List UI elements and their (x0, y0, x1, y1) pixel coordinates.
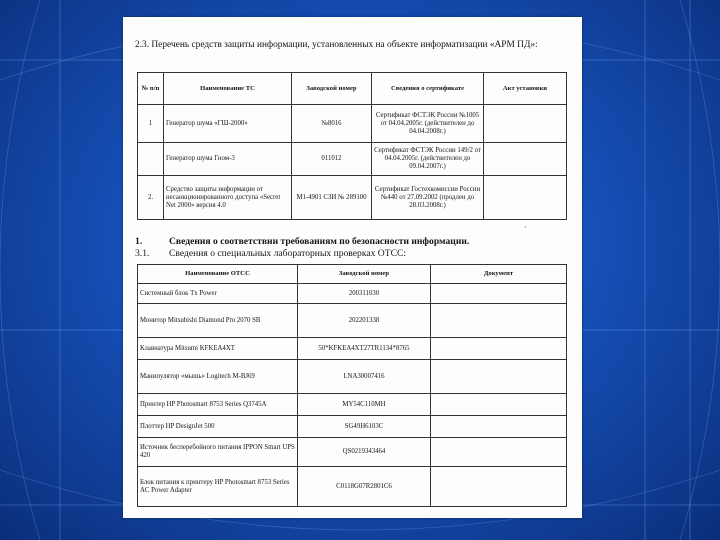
otss-doc (431, 416, 567, 438)
otss-name: Источник бесперебойного питания IPPON Smart UPS 420 (138, 438, 298, 467)
row-act (484, 105, 567, 143)
otss-serial: QS0219343464 (298, 438, 431, 467)
table-header-row (138, 265, 567, 284)
row-serial: №8016 (292, 105, 372, 143)
stray-mark: · (524, 223, 527, 232)
table-row (138, 338, 567, 360)
otss-name: Монитор Mitsubishi Diamond Pro 2070 SB (138, 304, 298, 338)
table-row (138, 176, 567, 220)
table-row (138, 360, 567, 394)
otss-name: Принтер HP Photosmart 8753 Series Q3745A (138, 394, 298, 416)
row-cert: Сертификат Гостехкомиссии России №440 от 27.09.2002 (продлен до 28.03.2008г.) (372, 176, 484, 220)
row-num: 2. (138, 176, 164, 220)
row-cert: Сертификат ФСТЭК России №1005 от 04.04.2005г. (действителен до 04.04.2008г.) (372, 105, 484, 143)
table-row (138, 143, 567, 176)
table-row (138, 438, 567, 467)
otss-name: Манипулятор «мышь» Logitech M-BJ69 (138, 360, 298, 394)
otss-serial: LNA30007416 (298, 360, 431, 394)
row-name: Генератор шума Гном-3 (164, 143, 292, 176)
section-2-title (135, 236, 575, 259)
header-serial: Заводской номер (292, 73, 372, 105)
otss-doc (431, 284, 567, 304)
row-act (484, 176, 567, 220)
header-num: № п/п (138, 73, 164, 105)
header-otss-name: Наименование ОТСС (138, 265, 298, 284)
row-serial: М1-4901 СЗИ № 289100 (292, 176, 372, 220)
header-otss-serial: Заводской номер (298, 265, 431, 284)
table-row (138, 394, 567, 416)
otss-doc (431, 338, 567, 360)
otss-doc (431, 360, 567, 394)
otss-name: Блок питания к принтеру HP Photosmart 8753 Series AC Power Adapter (138, 467, 298, 507)
row-cert: Сертификат ФСТЭК России 149/2 от 04.04.2005г. (действителен до 09.04.2007г.) (372, 143, 484, 176)
otss-doc (431, 394, 567, 416)
table-row (138, 467, 567, 507)
table-row (138, 304, 567, 338)
section-2-line1-num: 1. (135, 236, 143, 247)
otss-serial: C0118G07R2801C6 (298, 467, 431, 507)
header-act: Акт установки (484, 73, 567, 105)
otss-serial: SG49H6103C (298, 416, 431, 438)
table-row (138, 105, 567, 143)
otss-serial: 50*KFKEA4XT27TR1134*8765 (298, 338, 431, 360)
otss-doc (431, 438, 567, 467)
section-2-line2-num: 3.1. (135, 247, 150, 259)
otss-name: Клавиатура Mitsumi KFKEA4XT (138, 338, 298, 360)
table-header-row (138, 73, 567, 105)
section-2-line2-text: Сведения о специальных лабораторных проверках ОТСС: (169, 247, 407, 259)
header-name: Наименование ТС (164, 73, 292, 105)
document-page (123, 17, 582, 518)
otss-doc (431, 304, 567, 338)
header-cert: Сведения о сертификате (372, 73, 484, 105)
protection-tools-table (137, 72, 567, 220)
otss-name: Плоттер HP DesignJet 500 (138, 416, 298, 438)
otss-serial: 200311030 (298, 284, 431, 304)
otss-serial: 202201338 (298, 304, 431, 338)
row-act (484, 143, 567, 176)
otss-doc (431, 467, 567, 507)
row-serial: 011012 (292, 143, 372, 176)
section-2-line1-text: Сведения о соответствии требованиям по безопасности информации. (169, 236, 470, 247)
row-name: Генератор шума «ГШ-2000» (164, 105, 292, 143)
table-row (138, 416, 567, 438)
otss-checks-table (137, 264, 567, 507)
header-otss-doc: Документ (431, 265, 567, 284)
row-num (138, 143, 164, 176)
section-1-title: 2.3. Перечень средств защиты информации, установленных на объекте информатизации «АРМ ПД»: (135, 40, 538, 50)
otss-serial: MY54C110MH (298, 394, 431, 416)
row-num: 1 (138, 105, 164, 143)
table-row (138, 284, 567, 304)
row-name: Средство защиты информации от несанкционированного доступа «Secret Net 2000» версия 4.0 (164, 176, 292, 220)
otss-name: Системный блок Tx Power (138, 284, 298, 304)
